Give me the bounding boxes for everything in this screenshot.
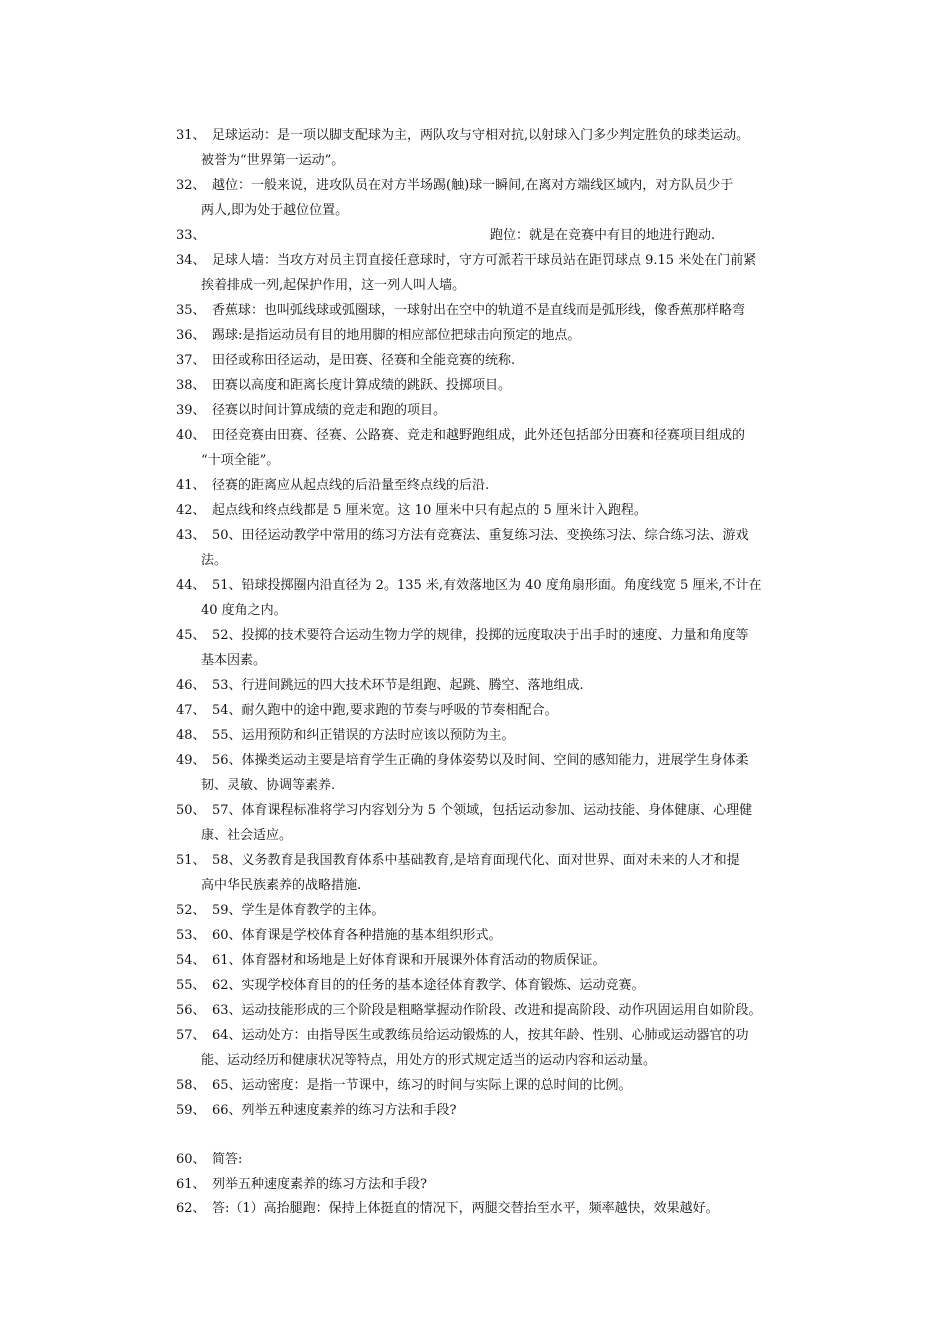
item-text-continuation: 韧、灵敏、协调等素养. (201, 778, 336, 793)
item-number: 51、 (176, 853, 206, 868)
item-number: 55、 (176, 978, 206, 993)
item-text: 57、体育课程标准将学习内容划分为 5 个领域，包括运动参加、运动技能、身体健康、心理健 (212, 803, 753, 818)
item-text-continuation: “十项全能”。 (201, 453, 280, 468)
item-text: 列举五种速度素养的练习方法和手段? (212, 1177, 427, 1192)
item-text: 59、学生是体育教学的主体。 (212, 903, 385, 918)
item-text: 52、投掷的技术要符合运动生物力学的规律，投掷的远度取决于出手时的速度、力量和角度等 (212, 628, 749, 643)
item-text: 54、耐久跑中的途中跑,要求跑的节奏与呼吸的节奏相配合。 (212, 703, 558, 718)
item-number: 45、 (176, 628, 206, 643)
item-number: 52、 (176, 903, 206, 918)
item-number: 35、 (176, 303, 206, 318)
item-number: 31、 (176, 128, 206, 143)
item-text: 62、实现学校体育目的的任务的基本途径体育教学、体育锻炼、运动竞赛。 (212, 978, 645, 993)
item-number: 44、 (176, 578, 206, 593)
item-number: 46、 (176, 678, 206, 693)
item-number: 41、 (176, 478, 206, 493)
item-number: 39、 (176, 403, 206, 418)
item-text: 60、体育课是学校体育各种措施的基本组织形式。 (212, 928, 502, 943)
item-text: 58、义务教育是我国教育体系中基础教育,是培育面现代化、面对世界、面对未来的人才和提 (212, 853, 740, 868)
item-text: 答:（1）高抬腿跑：保持上体挺直的情况下，两腿交替抬至水平，频率越快，效果越好。 (212, 1201, 719, 1216)
item-number: 48、 (176, 728, 206, 743)
item-number: 34、 (176, 253, 206, 268)
item-number: 43、 (176, 528, 206, 543)
item-text-continuation: 康、社会适应。 (201, 828, 293, 843)
item-text: 香蕉球：也叫弧线球或弧圈球，一球射出在空中的轨道不是直线而是弧形线，像香蕉那样略弯 (212, 303, 746, 318)
item-text: 简答: (212, 1152, 243, 1167)
item-text: 64、运动处方：由指导医生或教练员给运动锻炼的人，按其年龄、性别、心肺或运动器官的功 (212, 1028, 749, 1043)
item-number: 42、 (176, 503, 206, 518)
item-text: 51、铅球投掷圈内沿直径为 2。135 米,有效落地区为 40 度角扇形面。角度线宽 5 厘米,不计在 (212, 578, 762, 593)
item-text: 55、运用预防和纠正错误的方法时应该以预防为主。 (212, 728, 515, 743)
item-text-continuation: 法。 (201, 553, 228, 568)
item-text-continuation: 基本因素。 (201, 653, 267, 668)
item-number: 53、 (176, 928, 206, 943)
item-text: 起点线和终点线都是 5 厘米宽。这 10 厘米中只有起点的 5 厘米计入跑程。 (212, 503, 647, 518)
item-text: 跑位：就是在竞赛中有目的地进行跑动. (490, 228, 716, 243)
item-text-continuation: 能、运动经历和健康状况等特点，用处方的形式规定适当的运动内容和运动量。 (201, 1053, 657, 1068)
item-number: 47、 (176, 703, 206, 718)
item-number: 62、 (176, 1201, 206, 1216)
item-text: 田径竞赛由田赛、径赛、公路赛、竞走和越野跑组成，此外还包括部分田赛和径赛项目组成的 (212, 428, 746, 443)
item-number: 33、 (176, 228, 206, 243)
item-text: 越位：一般来说，进攻队员在对方半场踢(触)球一瞬间,在离对方端线区域内，对方队员少于 (212, 178, 734, 193)
item-number: 60、 (176, 1152, 206, 1167)
item-text: 足球人墙：当攻方对员主罚直接任意球时，守方可派若干球员站在距罚球点 9.15 米处在门前紧 (212, 253, 757, 268)
item-text: 田径或称田径运动，是田赛、径赛和全能竞赛的统称. (212, 353, 516, 368)
item-number: 50、 (176, 803, 206, 818)
item-text-continuation: 高中华民族素养的战略措施. (201, 878, 362, 893)
item-text: 53、行进间跳远的四大技术环节是组跑、起跳、腾空、落地组成. (212, 678, 584, 693)
item-number: 57、 (176, 1028, 206, 1043)
item-number: 54、 (176, 953, 206, 968)
item-text: 田赛以高度和距离长度计算成绩的跳跃、投掷项目。 (212, 378, 512, 393)
item-text: 50、田径运动教学中常用的练习方法有竞赛法、重复练习法、变换练习法、综合练习法、游戏 (212, 528, 749, 543)
item-number: 38、 (176, 378, 206, 393)
item-text: 径赛以时间计算成绩的竞走和跑的项目。 (212, 403, 447, 418)
item-text: 足球运动：是一项以脚支配球为主，两队攻与守相对抗,以射球入门多少判定胜负的球类运动。 (212, 128, 750, 143)
item-number: 49、 (176, 753, 206, 768)
item-text-continuation: 被誉为“世界第一运动”。 (201, 153, 345, 168)
item-number: 32、 (176, 178, 206, 193)
item-number: 61、 (176, 1177, 206, 1192)
item-text: 66、列举五种速度素养的练习方法和手段? (212, 1103, 457, 1118)
item-text: 踢球:是指运动员有目的地用脚的相应部位把球击向预定的地点。 (212, 328, 581, 343)
item-text: 63、运动技能形成的三个阶段是粗略掌握动作阶段、改进和提高阶段、动作巩固运用自如阶段。 (212, 1003, 762, 1018)
item-text-continuation: 两人,即为处于越位位置。 (201, 203, 349, 218)
item-text: 65、运动密度：是指一节课中，练习的时间与实际上课的总时间的比例。 (212, 1078, 632, 1093)
item-text-continuation: 40 度角之内。 (201, 603, 287, 618)
item-text: 61、体育器材和场地是上好体育课和开展课外体育活动的物质保证。 (212, 953, 606, 968)
item-text-continuation: 挨着排成一列,起保护作用，这一列人叫人墙。 (201, 278, 466, 293)
item-number: 40、 (176, 428, 206, 443)
item-text: 56、体操类运动主要是培育学生正确的身体姿势以及时间、空间的感知能力，进展学生身体柔 (212, 753, 749, 768)
item-number: 36、 (176, 328, 206, 343)
item-number: 56、 (176, 1003, 206, 1018)
item-text: 径赛的距离应从起点线的后沿量至终点线的后沿. (212, 478, 490, 493)
item-number: 37、 (176, 353, 206, 368)
item-number: 58、 (176, 1078, 206, 1093)
item-number: 59、 (176, 1103, 206, 1118)
